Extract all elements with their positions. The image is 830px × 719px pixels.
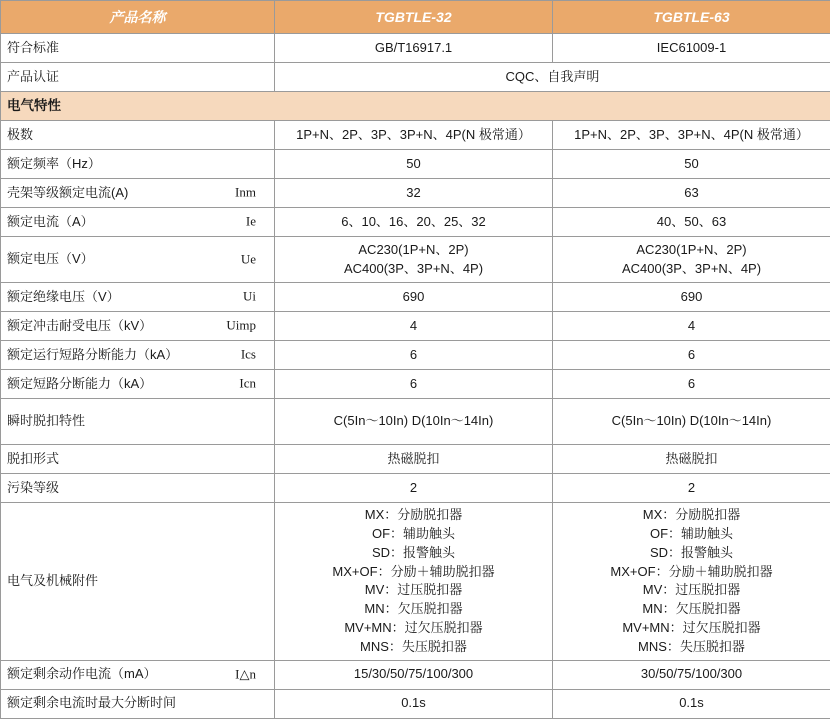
section-label-electrical: 电气特性 [1,92,830,121]
label-text: 额定冲击耐受电压（kV） [7,317,152,336]
row-value-trip-characteristic-1: C(5In～10In) D(10In～14In) [275,399,553,445]
row-value-poles-1: 1P+N、2P、3P、3P+N、4P(N 极常通） [275,121,553,150]
row-value-standard-1: GB/T16917.1 [275,34,553,63]
row-label-ics [1,341,275,370]
row-value-residual-current-2: 30/50/75/100/300 [553,660,830,689]
row-value-breaking-time-2: 0.1s [553,689,830,718]
row-value-accessories-2 [553,503,830,661]
accessory-item: MN：欠压脱扣器 [559,600,824,619]
accessory-item: MV：过压脱扣器 [559,581,824,600]
label-symbol: Ics [241,346,256,365]
accessory-item: SD：报警触头 [559,544,824,563]
row-value-residual-current-1: 15/30/50/75/100/300 [275,660,553,689]
row-value-accessories-1 [275,503,553,661]
label-text: 额定短路分断能力（kA） [7,375,152,394]
row-value-impulse-voltage-2: 4 [553,312,830,341]
row-label-frame-current [1,179,275,208]
row-label-pollution-degree: 污染等级 [1,474,275,503]
accessory-item: OF：辅助触头 [559,525,824,544]
label-symbol: Ue [241,250,256,269]
row-value-impulse-voltage-1: 4 [275,312,553,341]
row-value-standard-2: IEC61009-1 [553,34,830,63]
row-label-trip-characteristic: 瞬时脱扣特性 [1,399,275,445]
table-row [1,34,830,63]
row-value-frequency-1: 50 [275,150,553,179]
row-value-frame-current-2: 63 [553,179,830,208]
row-label-rated-current [1,208,275,237]
accessory-item: MNS：失压脱扣器 [281,638,546,657]
row-value-frequency-2: 50 [553,150,830,179]
table-row [1,121,830,150]
table-row [1,370,830,399]
table-header-row [1,1,830,34]
label-symbol: Ui [243,288,256,307]
table-row [1,150,830,179]
row-value-rated-current-2: 40、50、63 [553,208,830,237]
label-text: 壳架等级额定电流(A) [7,184,128,203]
table-row [1,474,830,503]
row-label-impulse-voltage [1,312,275,341]
accessory-item: MV+MN：过欠压脱扣器 [559,619,824,638]
label-text: 额定电压（V） [7,250,94,269]
accessory-item: MV+MN：过欠压脱扣器 [281,619,546,638]
row-label-poles: 极数 [1,121,275,150]
row-label-certification: 产品认证 [1,63,275,92]
row-value-trip-type-1: 热磁脱扣 [275,445,553,474]
table-row-accessories [1,503,830,661]
row-value-certification: CQC、自我声明 [275,63,830,92]
accessory-item: MV：过压脱扣器 [281,581,546,600]
label-text: 额定绝缘电压（V） [7,288,120,307]
accessory-item: MNS：失压脱扣器 [559,638,824,657]
accessory-item: MX：分励脱扣器 [559,506,824,525]
table-row [1,660,830,689]
table-row [1,445,830,474]
accessory-item: MN：欠压脱扣器 [281,600,546,619]
row-value-insulation-voltage-2: 690 [553,283,830,312]
voltage-line-ac400: AC400(3P、3P+N、4P) [281,260,546,279]
row-label-rated-voltage [1,237,275,283]
table-row [1,63,830,92]
table-row [1,237,830,283]
label-text: 额定剩余动作电流（mA） [7,665,157,684]
row-label-frequency [1,150,275,179]
row-value-ics-1: 6 [275,341,553,370]
label-symbol: Icn [239,375,256,394]
header-product-name: 产品名称 [1,1,275,34]
row-value-frame-current-1: 32 [275,179,553,208]
row-value-rated-current-1: 6、10、16、20、25、32 [275,208,553,237]
row-value-pollution-degree-2: 2 [553,474,830,503]
row-value-insulation-voltage-1: 690 [275,283,553,312]
row-value-rated-voltage-2 [553,237,830,283]
accessory-item: MX+OF：分励＋辅助脱扣器 [281,563,546,582]
row-value-icn-1: 6 [275,370,553,399]
row-label-standard: 符合标准 [1,34,275,63]
table-row [1,208,830,237]
table-row [1,399,830,445]
row-label-icn [1,370,275,399]
label-symbol: I△n [235,665,256,684]
row-value-rated-voltage-1 [275,237,553,283]
row-label-insulation-voltage [1,283,275,312]
label-text: 额定频率（Hz） [7,155,101,174]
accessory-item: OF：辅助触头 [281,525,546,544]
row-label-accessories: 电气及机械附件 [1,503,275,661]
header-model-2: TGBTLE-63 [553,1,830,34]
header-model-1: TGBTLE-32 [275,1,553,34]
table-row [1,179,830,208]
label-text: 额定运行短路分断能力（kA） [7,346,178,365]
label-text: 额定电流（A） [7,213,94,232]
row-value-pollution-degree-1: 2 [275,474,553,503]
row-label-breaking-time: 额定剩余电流时最大分断时间 [1,689,275,718]
label-symbol: Inm [235,184,256,203]
row-label-residual-current [1,660,275,689]
voltage-line-ac230: AC230(1P+N、2P) [559,241,824,260]
accessory-item: SD：报警触头 [281,544,546,563]
table-row [1,312,830,341]
section-header-electrical [1,92,830,121]
row-value-ics-2: 6 [553,341,830,370]
voltage-line-ac230: AC230(1P+N、2P) [281,241,546,260]
label-symbol: Uimp [226,317,256,336]
table-row [1,689,830,718]
row-value-trip-characteristic-2: C(5In～10In) D(10In～14In) [553,399,830,445]
row-value-poles-2: 1P+N、2P、3P、3P+N、4P(N 极常通） [553,121,830,150]
row-value-trip-type-2: 热磁脱扣 [553,445,830,474]
accessory-item: MX+OF：分励＋辅助脱扣器 [559,563,824,582]
accessory-item: MX：分励脱扣器 [281,506,546,525]
label-symbol: Ie [246,213,256,232]
table-row [1,283,830,312]
row-label-trip-type: 脱扣形式 [1,445,275,474]
row-value-icn-2: 6 [553,370,830,399]
table-row [1,341,830,370]
voltage-line-ac400: AC400(3P、3P+N、4P) [559,260,824,279]
row-value-breaking-time-1: 0.1s [275,689,553,718]
